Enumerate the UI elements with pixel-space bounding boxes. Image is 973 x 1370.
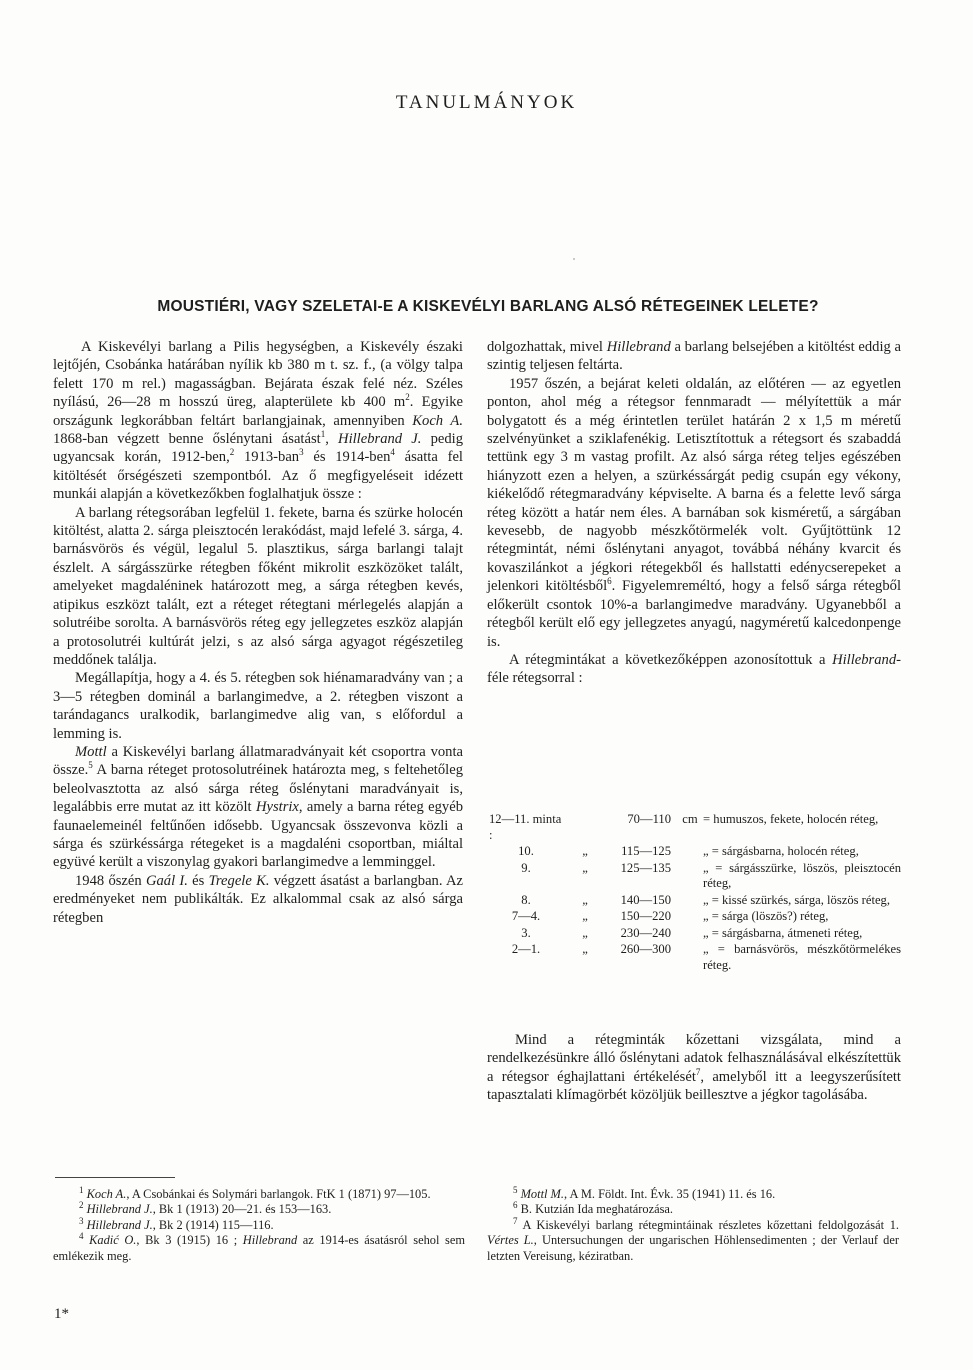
paragraph: Mottl a Kiskevélyi barlang állatmaradványait két csoportra vonta össze.$^5$ A barna réteget protosolutréinek határozta meg, s feltehetőleg beleolvasztotta az alsó sárga réteg őslénytani maradványait is, legalábbis erre mutat az itt közölt Hystrix, amely a barna réteg egyéb faunaelemeinél feltűnően idősebb. Ugyancsak összevonva közli a sárga és szürkéssárga rétegeket is a magdaléni csoportban, miáltal együvé került a viszonylag gyakori barlangimedve a lemminggel.	[53, 743, 463, 871]
footnote: $^4$ Kadić O., Bk 3 (1915) 16 ; Hillebrand az 1914-es ásatásról sehol sem emlékezik meg.	[53, 1231, 465, 1263]
closing-paragraph: Mind a rétegminták kőzettani vizsgálata, mind a rendelkezésünkre álló őslénytani adatok felhasználásával elkészítettük a rétegsor éghajlattani értékelését$^7$, amelyből itt a leegyszerűsített tapasztalati klímagörbét közöljük beillesztve a jégkor tagolásába.	[487, 1032, 901, 1104]
page-number: 1*	[54, 1306, 69, 1322]
strata-row: 3. „ 230—240 „ = sárgásbarna, átmeneti réteg,	[521, 925, 863, 940]
footnotes-left	[53, 1184, 465, 1264]
strata-row: 10. „ 115—125 „ = sárgásbarna, holocén réteg,	[518, 844, 859, 858]
paragraph: 1948 őszén Gaál I. és Tregele K. végzett ásatást a barlangban. Az eredményeket nem publikálták. Ez alkalommal csak az alsó sárga rétegben	[53, 872, 463, 926]
article-title: MOUSTIÉRI, VAGY SZELETAI-E A KISKEVÉLYI BARLANG ALSÓ RÉTEGEINEK LELETE?	[157, 298, 819, 315]
speck	[573, 258, 575, 260]
footnote: $^1$ Koch A., A Csobánkai és Solymári barlangok. FtK 1 (1871) 97—105.	[79, 1184, 431, 1201]
footnote: $^6$ B. Kutzián Ida meghatározása.	[513, 1200, 674, 1217]
footnotes-right	[487, 1184, 900, 1264]
left-column	[53, 338, 463, 927]
paragraph: A Kiskevélyi barlang a Pilis hegységben, a Kiskevély északi lejtőjén, Csobánka határában nyílik kb 380 m t. sz. f., (a völgy talpa felett 170 m rel.) magasságban. Bejárata észak felé néz. Széles nyílású, 26—28 m hosszú üreg, alapterülete kb 400 $m^2$. Egyike országunk legkorábban feltárt barlangjainak, amennyiben Koch A. 1868-ban végzett benne őslénytani ásatást$^1$, Hillebrand J. pedig ugyancsak korán, 1912-ben,$^2$ 1913-ban$^3$ és 1914-ben$^4$ ásatta fel kitöltését őrségészeti szempontból. Az ő megfigyeléseit idézett munkái alapján a következőkben foglalhatjuk össze :	[53, 339, 463, 503]
footnote: $^2$ Hillebrand J., Bk 1 (1913) 20—21. és 153—163.	[79, 1200, 332, 1217]
paragraph: A barlang rétegsorában legfelül 1. fekete, barna és szürke holocén kitöltést, alatta 2. sárga pleisztocén lerakódást, majd lefelé 3. sárga, 4. barnásvörös és végül, legalul 5. plasztikus, sárga barlangi talajt észlelt. A sárgásszürke rétegben főként mikrolit eszközöket talált, amelyeket magdaléninek határozott meg, a sárga rétegben kevés, atipikus eszközt talált, ezt a réteget rétegtani mérlegelés alapján a solutréibe sorolta. A barnásvörös réteg egy jellegzetes eszköz alapján a protosolutréi kultúrát jelzi, s az alsó sárga agyagot régészetileg meddőnek találja.	[53, 504, 463, 668]
strata-row: 2—1. „ 260—300 „ = barnásvörös, mészkőtörmelékes réteg.	[511, 942, 902, 972]
strata-row: 9. „ 125—135 „ = sárgásszürke, löszös, pleisztocén réteg,	[521, 860, 901, 890]
footnote: $^3$ Hillebrand J., Bk 2 (1914) 115—116.	[79, 1215, 274, 1232]
paragraph: Megállapítja, hogy a 4. és 5. rétegben sok hiénamaradvány van ; a 3—5 rétegben dominál a barlangimedve, a 2. rétegben viszont a tarándagancs uralkodik, barlangimedve alig van, s előfordul a lemming is.	[53, 670, 463, 742]
right-column	[487, 338, 901, 688]
paragraph: A rétegmintákat a következőképpen azonosítottuk a Hillebrand-féle rétegsorral :	[487, 651, 901, 687]
strata-row: 8. „ 140—150 „ = kissé szürkés, sárga, löszös réteg,	[521, 892, 890, 907]
footnote-rule	[55, 1177, 175, 1178]
running-header: TANULMÁNYOK	[395, 92, 578, 113]
paragraph: 1957 őszén, a bejárat keleti oldalán, az előtéren — az egyetlen ponton, ahol még a rétegsor fennmaradt — mélyítettük a már bolygatott és a még érintetlen terület határán 2 x 1,5 m méretű szelvényünket a sziklafenékig. Letisztítottuk a rétegsort és szabaddá tettünk egy 3 m vastag profilt. Az alsó sárga réteg teljes egészében hiányzott ezen a helyen, a szürkéssárgát pedig csupán egy vékony, kiékelődő rétegmaradvány képviselte. A barna és a felette levő sárga réteg között a határ nem éles. A barnában sok kisméretű, a sárgában kevesebb, de nagyobb mészkőtörmelék volt. Gyűjtöttünk 12 rétegmintát, némi őslénytani anyagot, továbbá néhány kvarcit és kovaszilánkot a jégkori rétegekből és hallstatti edénycserepeket a jelenkori kitöltésből$^6$. Figyelemreméltó, hogy a felső sárga rétegből előkerült csontok 10%-a barlangimedve maradvány. Ugyanebből a rétegből került elő egy jellegzetes anyagú, nagyméretű kalcedonpenge is.	[487, 375, 901, 650]
footnote: $^7$ A Kiskevélyi barlang rétegmintáinak részletes kőzettani feldolgozását 1. Vértes L., Untersuchungen der ungarischen Höhlensedimenten ; der Verlauf der letzten Vereisung, kéziratban.	[487, 1215, 900, 1263]
strata-row: 7—4. „ 150—220 „ = sárga (löszös?) réteg,	[511, 909, 829, 923]
strata-row: 12—11. minta : 70—110 cm = humuszos, fekete, holocén réteg,	[489, 812, 879, 842]
paragraph: dolgozhattak, mivel Hillebrand a barlang belsejében a kitöltést eddig a szintig teljesen feltárta.	[487, 339, 901, 374]
strata-table	[489, 812, 901, 974]
footnote: $^5$ Mottl M., A M. Földt. Int. Évk. 35 (1941) 11. és 16.	[513, 1184, 776, 1201]
